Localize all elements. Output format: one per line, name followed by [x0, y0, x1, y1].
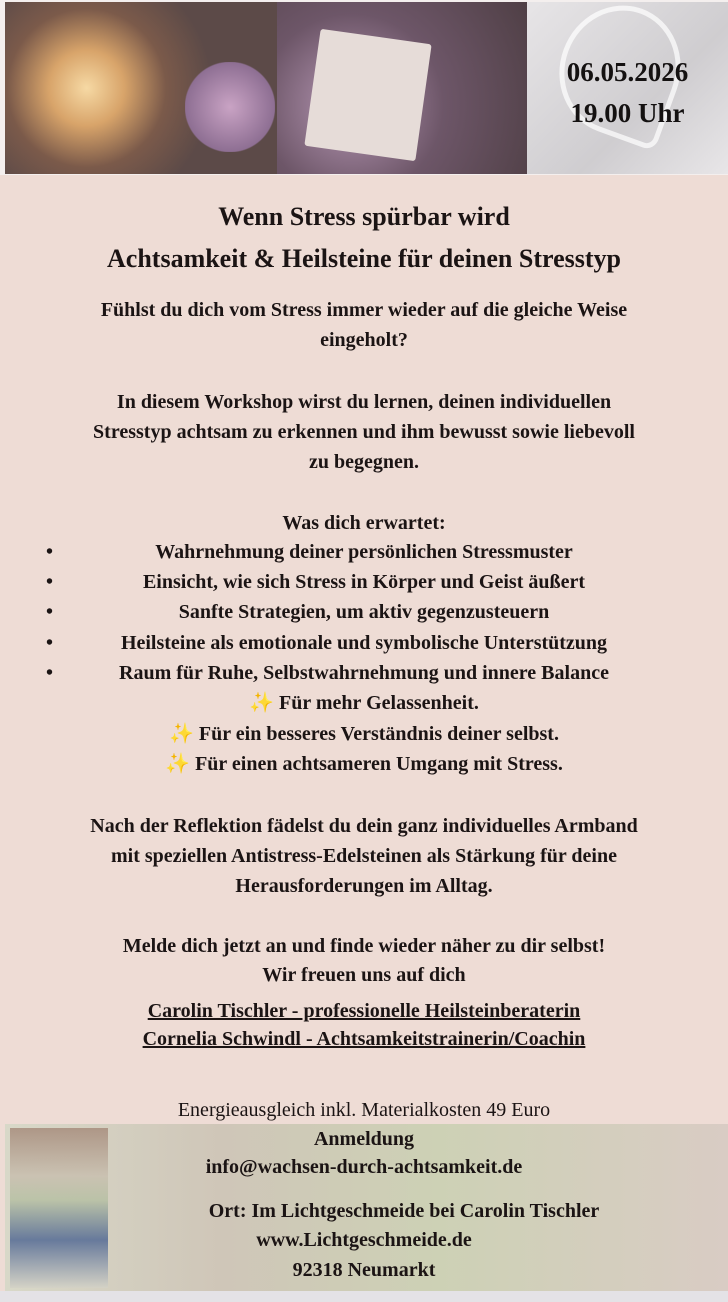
bullet-icon: •	[46, 632, 54, 654]
bullet-item: Heilsteine als emotionale und symbolische Unterstützung	[120, 632, 608, 654]
price-info: Energieausgleich inkl. Materialkosten 49 Euro	[177, 1099, 551, 1121]
bullet-icon: •	[46, 662, 54, 684]
expect-heading: Was dich erwartet:	[282, 512, 446, 534]
sparkle-line: ✨ Für einen achtsameren Umgang mit Stress.	[165, 753, 563, 775]
location-website[interactable]: www.Lichtgeschmeide.de	[256, 1229, 472, 1251]
bottom-strip	[0, 1291, 728, 1302]
location-city: 92318 Neumarkt	[292, 1259, 436, 1281]
notebook-image	[304, 29, 431, 161]
bracelet-line: Herausforderungen im Alltag.	[235, 875, 493, 897]
sparkle-line: ✨ Für mehr Gelassenheit.	[249, 692, 479, 714]
workshop-line: In diesem Workshop wirst du lernen, deinen individuellen	[116, 391, 612, 413]
bullet-item: Wahrnehmung deiner persönlichen Stressmuster	[155, 541, 573, 563]
registration-email[interactable]: info@wachsen-durch-achtsamkeit.de	[205, 1156, 523, 1178]
location-place: Ort: Im Lichtgeschmeide bei Carolin Tischler	[208, 1200, 600, 1222]
workshop-line: zu begegnen.	[309, 451, 419, 473]
title-line-1: Wenn Stress spürbar wird	[218, 202, 510, 231]
bullet-icon: •	[46, 541, 54, 563]
bullet-icon: •	[46, 601, 54, 623]
bullet-item: Raum für Ruhe, Selbstwahrnehmung und innere Balance	[119, 662, 609, 684]
event-date-time	[527, 52, 728, 134]
header-banner	[0, 0, 728, 175]
workshop-line: Stresstyp achtsam zu erkennen und ihm bewusst sowie liebevoll	[93, 421, 635, 443]
trainer-cornelia: Cornelia Schwindl - Achtsamkeitstrainerin/Coachin	[142, 1028, 586, 1050]
bullet-item: Sanfte Strategien, um aktiv gegenzusteuern	[178, 601, 550, 623]
cta-line: Wir freuen uns auf dich	[262, 964, 466, 986]
bracelet-line: Nach der Reflektion fädelst du dein ganz individuelles Armband	[90, 815, 638, 837]
bullet-item: Einsicht, wie sich Stress in Körper und Geist äußert	[142, 571, 586, 593]
title-line-2: Achtsamkeit & Heilsteine für deinen Stresstyp	[107, 244, 621, 273]
sparkle-line: ✨ Für ein besseres Verständnis deiner selbst.	[169, 723, 559, 745]
event-time: 19.00 Uhr	[570, 98, 685, 128]
registration-label: Anmeldung	[313, 1128, 415, 1150]
cta-line: Melde dich jetzt an und finde wieder näher zu dir selbst!	[122, 935, 606, 957]
bullet-icon: •	[46, 571, 54, 593]
candle-image	[5, 2, 277, 174]
event-date: 06.05.2026	[566, 57, 689, 87]
bracelet-line: mit speziellen Antistress-Edelsteinen als Stärkung für deine	[111, 845, 617, 867]
intro-line: Fühlst du dich vom Stress immer wieder auf die gleiche Weise	[100, 299, 628, 321]
trainer-carolin: Carolin Tischler - professionelle Heilsteinberaterin	[147, 1000, 581, 1022]
intro-line: eingeholt?	[320, 329, 408, 351]
